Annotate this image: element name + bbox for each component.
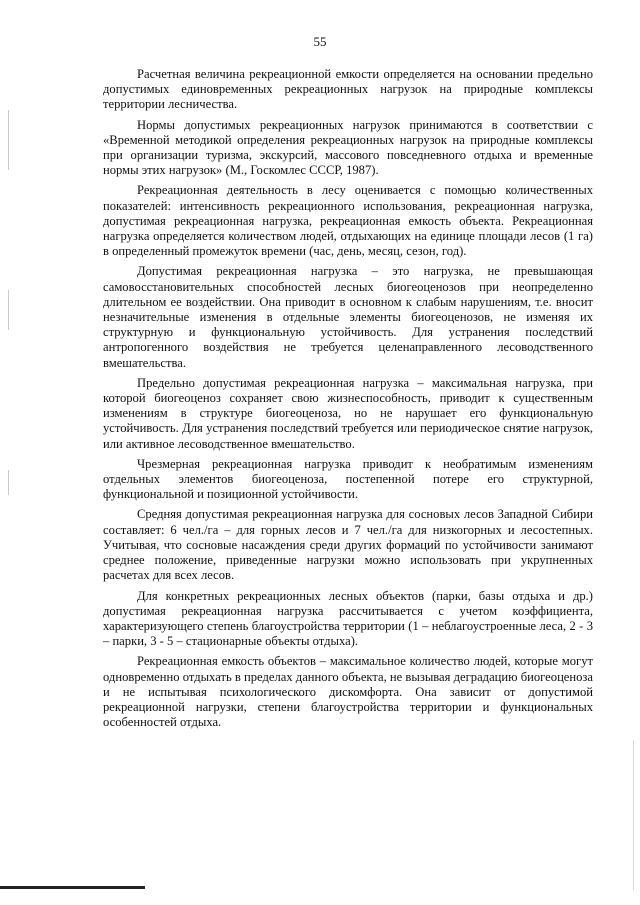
paragraph: Расчетная величина рекреационной емкости определяется на основании предельно допустимых единовременных рекреационных нагрузок на природные комплексы территории лесничества. [103, 67, 593, 112]
paragraph: Чрезмерная рекреационная нагрузка приводит к необратимым изменениям отдельных элементов биогеоценоза, постепенной потере его структурной, функциональной и позиционной устойчивости. [103, 456, 593, 502]
footnote-rule [0, 886, 145, 889]
paragraph: Для конкретных рекреационных лесных объектов (парки, базы отдыха и др.) допустимая рекреационная нагрузка рассчитывается с учетом коэффициента, характеризующего степень благоустройства территории (1 – неблагоустроенные леса, 2 - 3 – парки, 3 - 5 – стационарные объекты отдыха). [103, 588, 593, 649]
body-text [103, 67, 593, 735]
paragraph: Предельно допустимая рекреационная нагрузка – максимальная нагрузка, при которой биогеоценоз сохраняет свою жизнеспособность, приводит к существенным изменениям в структуре биогеоценоза, но не нарушает его функциональную устойчивость. Для устранения последствий требуется или периодическое снятие нагрузок, или активное лесоводственное вмешательство. [103, 375, 593, 451]
paragraph: Нормы допустимых рекреационных нагрузок принимаются в соответствии с «Временной методикой определения рекреационных нагрузок на природные комплексы при организации туризма, экскурсий, массового повседневного отдыха и временные нормы этих нагрузок» (М., Госкомлес СССР, 1987). [103, 117, 593, 178]
scan-edge-mark [8, 470, 9, 495]
page-number: 55 [313, 34, 327, 49]
scan-edge-mark [633, 740, 634, 890]
scan-edge-mark [8, 290, 9, 330]
paragraph: Средняя допустимая рекреационная нагрузка для сосновых лесов Западной Сибири составляет: 6 чел./га – для горных лесов и 7 чел./га для низкогорных и лесостепных. Учитывая, что сосновые насаждения среди других формаций по устойчивости занимают среднее положение, приведенные нагрузки можно использовать при укрупненных расчетах для всех лесов. [103, 507, 593, 583]
scan-edge-mark [8, 110, 9, 170]
paragraph: Рекреационная емкость объектов – максимальное количество людей, которые могут одновременно отдыхать в пределах данного объекта, не вызывая деградацию биогеоценоза и не испытывая психологического дискомфорта. Она зависит от допустимой рекреационной нагрузки, степени благоустройства территории и функциональных особенностей отдыха. [103, 654, 593, 730]
paragraph: Допустимая рекреационная нагрузка – это нагрузка, не превышающая самовосстановительных способностей лесных биогеоценозов при неопределенно длительном ее воздействии. Она приводит в основном к слабым нарушениям, т.е. вносит незначительные изменения в отдельные элементы биогеоценозов, не изменяя их структурную и функциональную устойчивость. Для устранения последствий антропогенного воздействия не требуется целенаправленного лесоводственного вмешательства. [103, 264, 593, 370]
paragraph: Рекреационная деятельность в лесу оценивается с помощью количественных показателей: интенсивность рекреационного использования, рекреационная нагрузка, допустимая рекреационная нагрузка, рекреационная емкость объекта. Рекреационная нагрузка определяется количеством людей, отдыхающих на единице площади лесов (1 га) в определенный промежуток времени (час, день, месяц, сезон, год). [103, 183, 593, 259]
